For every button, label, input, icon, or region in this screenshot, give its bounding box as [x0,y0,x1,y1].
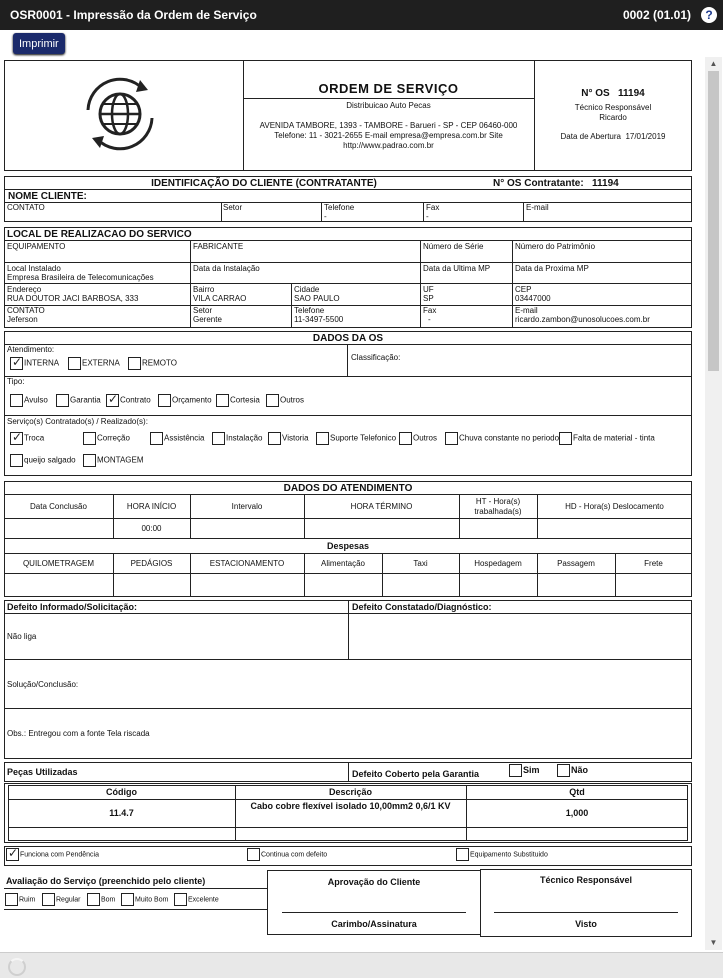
client-telefone-label: Telefone [324,203,355,212]
avaliacao-regular[interactable]: Regular [42,893,81,906]
servico-instalacao[interactable]: Instalação [212,432,262,445]
local-fax-value: - [428,315,431,324]
col-hora-inicio: HORA INÍCIO [126,502,177,511]
tipo-garantia[interactable]: Garantia [56,394,101,407]
servico-falta-material[interactable]: Falta de material - tinta [559,432,655,445]
cortesia-checkbox[interactable] [216,394,229,407]
patrimonio-label: Número do Patrimônio [515,242,596,251]
despesas-title: Despesas [326,541,370,551]
title-bar [0,0,723,30]
carimbo-label: Carimbo/Assinatura [331,919,417,929]
suporte-checkbox[interactable] [316,432,329,445]
substituido-checkbox[interactable] [456,848,469,861]
client-setor-label: Setor [223,203,243,212]
tipo-cortesia[interactable]: Cortesia [216,394,260,407]
atendimento-interna[interactable]: ✓INTERNA [10,357,59,370]
tech-name: Ricardo [599,113,627,122]
print-button[interactable]: Imprimir [13,33,65,54]
col-frete: Frete [644,559,663,568]
peca-qtd: 1,000 [565,808,589,818]
classificacao-label: Classificação: [351,353,401,362]
contrato-checkbox[interactable] [106,394,119,407]
proxima-mp-label: Data da Proxima MP [515,264,589,273]
correcao-checkbox[interactable] [83,432,96,445]
local-fax-label: Fax [423,306,437,315]
open-date: Data de Abertura 17/01/2019 [560,132,666,141]
remoto-checkbox[interactable] [128,357,141,370]
fabricante-label: FABRICANTE [193,242,244,251]
col-alimentacao: Alimentação [320,559,366,568]
col-descricao: Descrição [328,787,373,797]
col-codigo: Código [106,787,137,797]
client-fax-value: - [426,212,429,221]
col-km: QUILOMETRAGEM [22,559,95,568]
client-os: N° OS Contratante: 11194 [493,178,619,189]
client-section-title: IDENTIFICAÇÃO DO CLIENTE (CONTRATANTE) [151,178,377,189]
defeito-constatado-label: Defeito Constatado/Diagnóstico: [352,602,492,612]
local-telefone-value: 11-3497-5500 [294,315,344,324]
tipo-orcamento[interactable]: Orçamento [158,394,212,407]
company-contact: Telefone: 11 - 3021-2655 E-mail empresa@empresa.com.br Site [274,131,503,140]
tipo-outros[interactable]: Outros [266,394,304,407]
client-telefone-value: - [324,212,327,221]
status-pendencia[interactable]: ✓Funciona com Pendência [6,848,99,861]
client-contato-label: CONTATO [7,203,45,212]
os-number-line: N° OS 11194 [581,88,645,99]
garantia-label: Defeito Coberto pela Garantia [352,769,480,779]
tipo-label: Tipo: [7,377,25,386]
company-address: AVENIDA TAMBORE, 1393 - TAMBORE - Barueri - SP - CEP 06460-000 [259,121,518,130]
servico-chuva[interactable]: Chuva constante no periodo [445,432,559,445]
col-passagem: Passagem [557,559,595,568]
ruim-checkbox[interactable] [5,893,18,906]
cep-label: CEP [515,285,532,294]
company-name: Distribuicao Auto Pecas [346,101,431,110]
atendimento-block [4,481,692,597]
servico-assistencia[interactable]: Assistência [150,432,204,445]
pendencia-checkbox[interactable] [6,848,19,861]
atendimento-label: Atendimento: [7,345,55,354]
obs-value: Obs.: Entregou com a fonte Tela riscada [7,729,150,738]
window-title: OSR0001 - Impressão da Ordem de Serviço [10,8,257,22]
os-logo-icon [80,72,160,156]
servico-suporte[interactable]: Suporte Telefonico [316,432,396,445]
status-defeito[interactable]: Continua com defeito [247,848,327,861]
status-row [4,846,692,866]
aprovacao-label: Aprovação do Cliente [327,877,421,887]
servico-montagem[interactable]: MONTAGEM [83,454,144,467]
cep-value: 03447000 [515,294,551,303]
instalacao-checkbox[interactable] [212,432,225,445]
montagem-checkbox[interactable] [83,454,96,467]
local-instalado-label: Local Instalado [7,264,61,273]
data-instalacao-label: Data da Instalação [193,264,260,273]
col-data-conclusao: Data Conclusão [30,502,87,511]
bairro-label: Bairro [193,285,215,294]
nao-checkbox[interactable] [557,764,570,777]
defeito-checkbox[interactable] [247,848,260,861]
tech-label: Técnico Responsável [574,103,652,112]
company-site: http://www.padrao.com.br [343,141,434,150]
solucao-label: Solução/Conclusão: [7,680,79,689]
peca-descricao: Cabo cobre flexível isolado 10,00mm2 0,6/1 KV [250,801,451,811]
atendimento-externa[interactable]: EXTERNA [68,357,120,370]
local-section-title: LOCAL DE REALIZACAO DO SERVICO [7,229,192,240]
avaliacao-ruim[interactable]: Ruim [5,893,35,906]
status-substituido[interactable]: Equipamento Substituido [456,848,548,861]
vistoria-checkbox[interactable] [268,432,281,445]
garantia-nao[interactable]: Não [557,764,588,777]
garantia-checkbox[interactable] [56,394,69,407]
peca-codigo: 11.4.7 [109,808,134,818]
client-fax-label: Fax [426,203,440,212]
bom-checkbox[interactable] [87,893,100,906]
defeito-informado-label: Defeito Informado/Solicitação: [7,602,138,612]
falta-material-checkbox[interactable] [559,432,572,445]
pecas-label: Peças Utilizadas [7,767,78,777]
servico-correcao[interactable]: Correção [83,432,130,445]
defeito-informado-value: Não liga [7,632,37,641]
garantia-sim[interactable]: Sim [509,764,540,777]
atendimento-remoto[interactable]: REMOTO [128,357,177,370]
regular-checkbox[interactable] [42,893,55,906]
servico-queijo[interactable]: queijo salgado [10,454,76,467]
col-pedagios: PEDÁGIOS [130,559,173,568]
serie-label: Número de Série [423,242,484,251]
outros-checkbox[interactable] [266,394,279,407]
servico-troca[interactable]: ✓Troca [10,432,44,445]
col-intervalo: Intervalo [231,502,263,511]
uf-label: UF [423,285,434,294]
tecnico-label: Técnico Responsável [539,875,633,885]
col-qtd: Qtd [569,787,585,797]
endereco-label: Endereço [7,285,42,294]
local-telefone-label: Telefone [294,306,325,315]
sim-checkbox[interactable] [509,764,522,777]
col-hd: HD - Hora(s) Deslocamento [565,502,664,511]
local-contato-label: CONTATO [7,306,45,315]
local-instalado-value: Empresa Brasileira de Telecomunicações [7,273,154,282]
queijo-checkbox[interactable] [10,454,23,467]
dados-os-title: DADOS DA OS [312,333,384,344]
servico-vistoria[interactable]: Vistoria [268,432,309,445]
scroll-down-icon[interactable]: ▼ [709,938,718,947]
hora-inicio-value: 00:00 [141,524,162,533]
equipamento-label: EQUIPAMENTO [7,242,66,251]
servicos-label: Serviço(s) Contratado(s) / Realizado(s): [7,417,148,426]
report-title: ORDEM DE SERVIÇO [318,81,459,96]
interna-checkbox[interactable] [10,357,23,370]
externa-checkbox[interactable] [68,357,81,370]
tipo-avulso[interactable]: Avulso [10,394,48,407]
client-name-label: NOME CLIENTE: [8,191,87,202]
tipo-contrato[interactable]: ✓ Contrato [106,394,151,407]
avaliacao-bom[interactable]: Bom [87,893,115,906]
muito-bom-checkbox[interactable] [121,893,134,906]
local-email-label: E-mail [515,306,538,315]
col-hospedagem: Hospedagem [474,559,522,568]
col-taxi: Taxi [413,559,428,568]
local-contato-value: Jeferson [7,315,38,324]
local-setor-value: Gerente [193,315,222,324]
version-label: 0002 (01.01) [622,8,691,22]
col-ht: HT - Hora(s) trabalhada(s) [474,497,522,516]
avaliacao-excelente[interactable]: Excelente [174,893,219,906]
col-estacionamento: ESTACIONAMENTO [209,559,285,568]
status-bar [0,952,723,978]
excelente-checkbox[interactable] [174,893,187,906]
avaliacao-muito-bom[interactable]: Muito Bom [121,893,168,906]
cidade-value: SAO PAULO [294,294,340,303]
visto-label: Visto [575,919,597,929]
client-email-label: E-mail [526,203,549,212]
scroll-thumb[interactable] [708,71,719,371]
troca-checkbox[interactable] [10,432,23,445]
report-page [0,57,704,950]
scroll-up-icon[interactable]: ▲ [709,59,718,68]
endereco-value: RUA DOUTOR JACI BARBOSA, 333 [7,294,139,303]
chuva-checkbox[interactable] [445,432,458,445]
avulso-checkbox[interactable] [10,394,23,407]
orcamento-checkbox[interactable] [158,394,171,407]
ultima-mp-label: Data da Ultima MP [423,264,491,273]
help-icon[interactable]: ? [701,7,717,23]
atendimento-title: DADOS DO ATENDIMENTO [283,483,413,494]
col-hora-termino: HORA TÉRMINO [350,502,413,511]
servico-outros[interactable]: Outros [399,432,437,445]
bairro-value: VILA CARRAO [193,294,247,303]
loading-spinner-icon [8,958,26,976]
cidade-label: Cidade [294,285,320,294]
assistencia-checkbox[interactable] [150,432,163,445]
local-email-value: ricardo.zambon@unosolucoes.com.br [515,315,650,324]
vertical-scrollbar[interactable] [705,57,722,950]
uf-value: SP [423,294,434,303]
local-setor-label: Setor [193,306,213,315]
servico-outros-checkbox[interactable] [399,432,412,445]
avaliacao-label: Avaliação do Serviço (preenchido pelo cliente) [6,876,206,886]
